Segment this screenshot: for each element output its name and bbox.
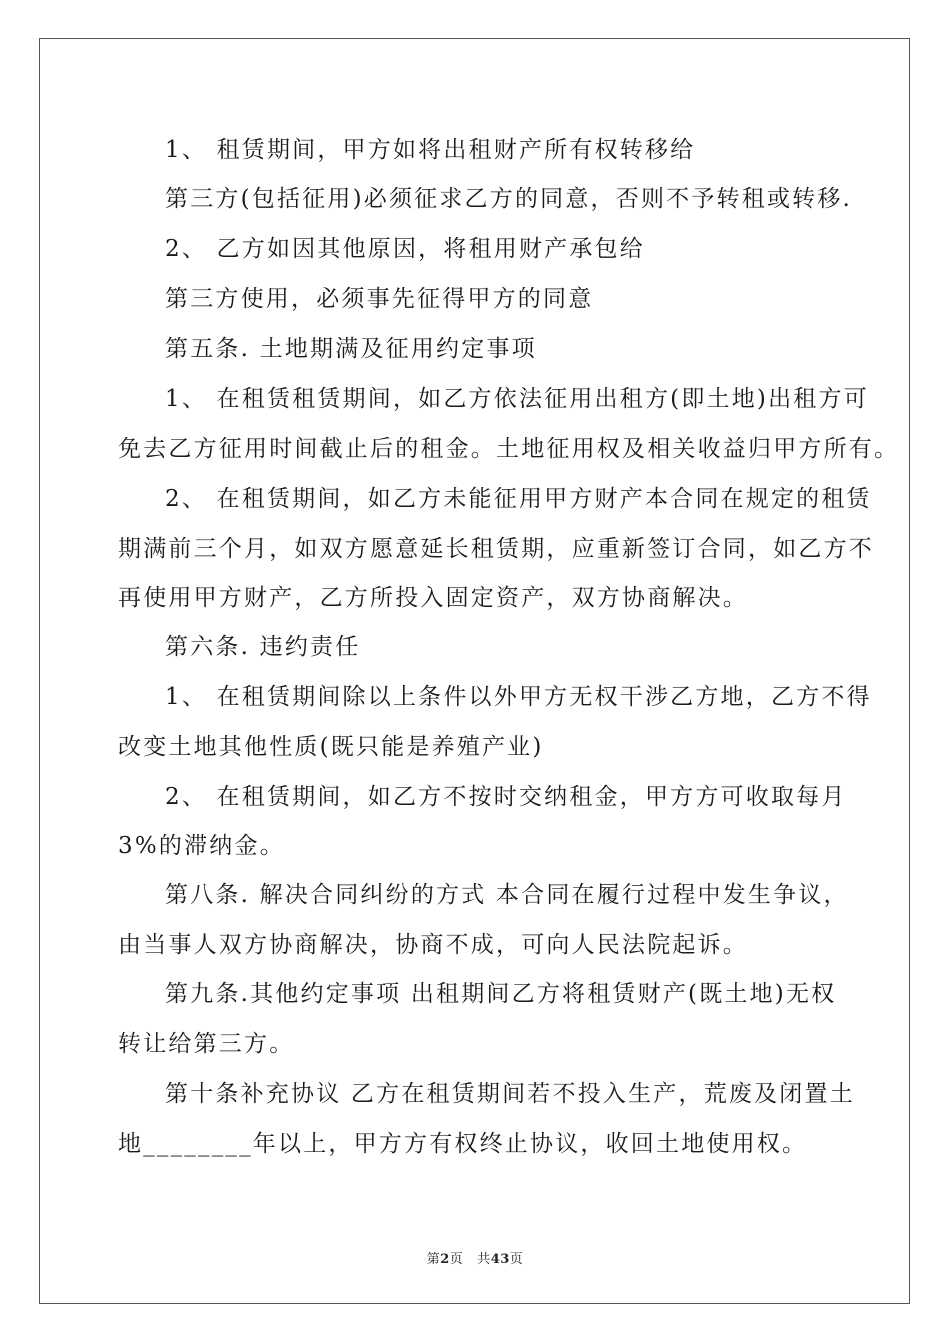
text-line: 转让给第三方。 xyxy=(118,1031,295,1057)
text-line: 2、 乙方如因其他原因，将租用财产承包给 xyxy=(165,236,645,262)
text-line: 第八条. 解决合同纠纷的方式 本合同在履行过程中发生争议， xyxy=(165,882,849,908)
text-line: 第三方(包括征用)必须征求乙方的同意，否则不予转租或转移. xyxy=(165,186,853,212)
page-footer xyxy=(0,1248,950,1267)
text-line: 由当事人双方协商解决，协商不成，可向人民法院起诉。 xyxy=(118,932,748,958)
text-line: 第十条补充协议 乙方在租赁期间若不投入生产，荒废及闭置土 xyxy=(165,1081,855,1107)
text-line: 免去乙方征用时间截止后的租金。土地征用权及相关收益归甲方所有。 xyxy=(118,436,900,462)
text-line: 第三方使用，必须事先征得甲方的同意 xyxy=(165,286,594,312)
text-line: 1、 租赁期间，甲方如将出租财产所有权转移给 xyxy=(165,137,696,163)
text-line: 2、 在租赁期间，如乙方不按时交纳租金，甲方方可收取每月 xyxy=(165,784,847,810)
text-line: 2、 在租赁期间，如乙方未能征用甲方财产本合同在规定的租赁 xyxy=(165,486,872,512)
text-line: 1、 在租赁期间除以上条件以外甲方无权干涉乙方地，乙方不得 xyxy=(165,684,872,710)
page-border xyxy=(39,38,910,1304)
total-suffix: 页 xyxy=(509,1252,524,1267)
total-prefix: 共 xyxy=(477,1252,491,1267)
page-number: 2 xyxy=(440,1252,450,1267)
page-prefix: 第 xyxy=(426,1252,441,1267)
text-line: 地________年以上，甲方方有权终止协议，收回土地使用权。 xyxy=(118,1131,808,1157)
text-line: 第九条.其他约定事项 出租期间乙方将租赁财产(既土地)无权 xyxy=(165,981,837,1007)
section-heading: 第六条. 违约责任 xyxy=(165,634,361,660)
text-line: 再使用甲方财产，乙方所投入固定资产，双方协商解决。 xyxy=(118,585,748,611)
total-pages: 43 xyxy=(490,1252,510,1267)
text-line: 3%的滞纳金。 xyxy=(118,833,285,859)
text-line: 改变土地其他性质(既只能是养殖产业) xyxy=(118,734,544,760)
text-line: 1、 在租赁租赁期间，如乙方依法征用出租方(即土地)出租方可 xyxy=(165,386,869,412)
page-suffix: 页 xyxy=(449,1252,464,1267)
text-line: 期满前三个月，如双方愿意延长租赁期，应重新签订合同，如乙方不 xyxy=(118,536,874,562)
section-heading: 第五条. 土地期满及征用约定事项 xyxy=(165,336,537,362)
